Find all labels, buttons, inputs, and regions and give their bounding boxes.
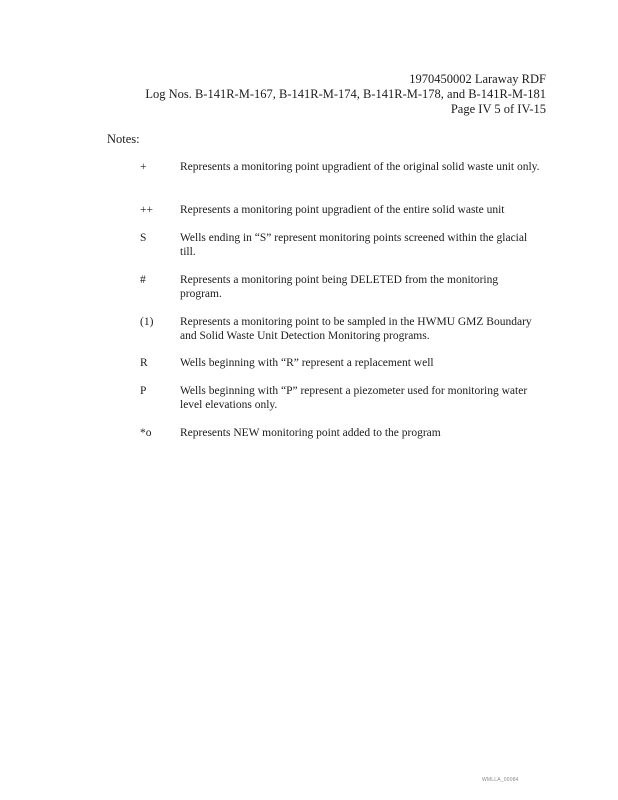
- header-log-numbers: Log Nos. B-141R-M-167, B-141R-M-174, B-141R-M-178, and B-141R-M-181: [145, 87, 546, 101]
- header-page-number: Page IV 5 of IV-15: [450, 102, 546, 116]
- note-item: [140, 426, 540, 440]
- note-text: Wells ending in “S” represent monitoring points screened within the glacial till.: [180, 232, 528, 258]
- bates-stamp: WMLLA_00084: [482, 777, 519, 783]
- note-text: Represents NEW monitoring point added to the program: [180, 427, 441, 439]
- note-item: [140, 273, 540, 301]
- note-item: [140, 384, 540, 412]
- note-symbol: #: [140, 274, 146, 286]
- note-symbol: (1): [140, 316, 154, 328]
- notes-heading: Notes:: [107, 132, 140, 146]
- note-text: Wells beginning with “R” represent a replacement well: [180, 357, 434, 369]
- page-header: [145, 72, 546, 117]
- note-item: [140, 315, 540, 343]
- note-symbol: S: [140, 232, 147, 244]
- note-item: [140, 356, 540, 370]
- note-text: Wells beginning with “P” represent a piezometer used for monitoring water level elevations only.: [180, 385, 528, 411]
- note-text: Represents a monitoring point upgradient of the original solid waste unit only.: [180, 161, 540, 173]
- note-symbol: P: [140, 385, 147, 397]
- note-symbol: *o: [140, 427, 152, 439]
- note-text: Represents a monitoring point upgradient of the entire solid waste unit: [180, 204, 505, 216]
- note-text: Represents a monitoring point to be sampled in the HWMU GMZ Boundary and Solid Waste Unit Detection Monitoring programs.: [180, 316, 532, 342]
- note-item: [140, 160, 540, 174]
- note-symbol: ++: [140, 204, 153, 216]
- note-item: [140, 231, 540, 259]
- header-facility-line: 1970450002 Laraway RDF: [409, 72, 546, 86]
- note-symbol: R: [140, 357, 148, 369]
- note-symbol: +: [140, 161, 147, 173]
- note-item: [140, 203, 540, 217]
- note-text: Represents a monitoring point being DELETED from the monitoring program.: [180, 274, 499, 300]
